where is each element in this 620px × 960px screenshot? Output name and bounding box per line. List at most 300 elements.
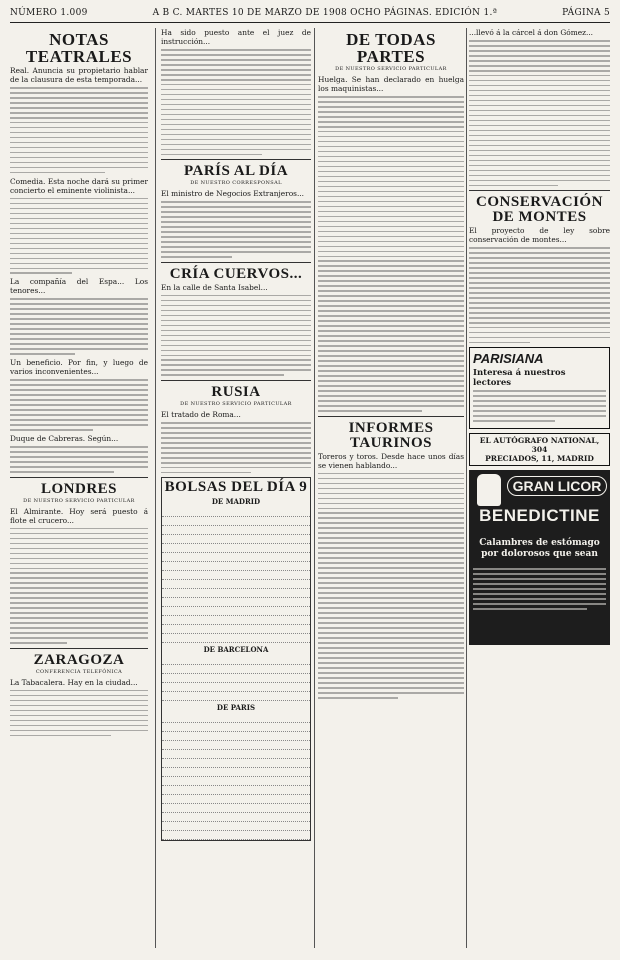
text-line — [469, 292, 610, 294]
text-line — [10, 198, 148, 200]
column-1 — [10, 28, 148, 948]
text-line — [469, 40, 610, 42]
text-line — [318, 171, 464, 173]
text-line — [161, 369, 311, 371]
column-3 — [318, 28, 464, 948]
article-lead: ...llevó á la cárcel á don Gómez... — [469, 28, 594, 37]
text-line — [10, 228, 148, 230]
text-block — [469, 40, 610, 186]
text-line — [469, 50, 610, 52]
text-line — [10, 248, 148, 250]
ad-tagline: Calambres de estómago por dolorosos que sean — [479, 538, 600, 560]
text-line — [161, 330, 311, 332]
table-row — [162, 714, 310, 723]
text-line — [318, 582, 464, 584]
text-line — [469, 257, 610, 259]
text-line — [318, 647, 464, 649]
text-line — [318, 652, 464, 654]
text-line — [161, 457, 311, 459]
text-line — [318, 156, 464, 158]
column-rule — [466, 28, 467, 948]
text-line — [469, 130, 610, 132]
text-line — [161, 335, 311, 337]
text-line — [10, 553, 148, 555]
issue-number: NÚMERO 1.009 — [10, 8, 88, 18]
text-line — [469, 125, 610, 127]
text-line — [10, 167, 148, 169]
text-line — [469, 135, 610, 137]
text-line — [10, 394, 148, 396]
text-line — [318, 672, 464, 674]
text-line — [161, 109, 311, 111]
text-line — [10, 348, 148, 350]
text-line — [161, 364, 311, 366]
text-line — [10, 587, 148, 589]
text-line — [473, 583, 606, 585]
table-row — [162, 607, 310, 616]
text-line — [161, 432, 311, 434]
text-line — [161, 437, 311, 439]
text-line — [469, 175, 610, 177]
text-line — [161, 315, 311, 317]
text-line — [161, 69, 311, 71]
text-line — [318, 236, 464, 238]
text-line — [469, 322, 610, 324]
text-line — [318, 290, 464, 292]
text-line — [10, 338, 148, 340]
divider — [161, 159, 311, 160]
text-line — [10, 543, 148, 545]
divider — [161, 380, 311, 381]
text-line — [318, 532, 464, 534]
text-block — [10, 528, 148, 644]
table-row — [162, 732, 310, 741]
text-line — [10, 548, 148, 550]
text-line — [318, 246, 464, 248]
text-line — [469, 170, 610, 172]
text-line — [318, 508, 464, 510]
text-line — [10, 419, 148, 421]
text-line — [161, 59, 311, 61]
table-row — [162, 616, 310, 625]
text-line — [318, 201, 464, 203]
text-line — [318, 637, 464, 639]
text-line — [469, 70, 610, 72]
article-lead: Duque de Cabreras. Según... — [10, 434, 119, 444]
text-line — [318, 345, 464, 347]
table-row — [162, 589, 310, 598]
text-line — [161, 467, 311, 469]
text-line — [318, 473, 464, 475]
section-subtitle: DE NUESTRO SERVICIO PARTICULAR — [23, 497, 135, 504]
text-line — [469, 272, 610, 274]
text-line — [10, 298, 148, 300]
text-line — [10, 710, 148, 712]
text-line — [10, 446, 148, 448]
text-line — [10, 389, 148, 391]
text-line — [318, 126, 464, 128]
text-line — [161, 231, 311, 233]
text-line — [161, 64, 311, 66]
text-line — [318, 285, 464, 287]
text-line — [318, 527, 464, 529]
section-title-zaragoza: ZARAGOZA — [33, 651, 125, 668]
text-line — [10, 238, 148, 240]
text-line — [318, 400, 464, 402]
text-line — [161, 119, 311, 121]
article-lead: Ha sido puesto ante el juez de instrucción... — [161, 28, 311, 46]
article-lead: Real. Anuncia su propietario hablar de la clausura de esta temporada... — [10, 66, 148, 84]
text-line — [318, 340, 464, 342]
text-line — [318, 350, 464, 352]
text-line — [469, 307, 610, 309]
text-line — [318, 275, 464, 277]
text-line — [318, 562, 464, 564]
text-line — [161, 54, 311, 56]
text-line — [10, 127, 148, 129]
table-row — [162, 656, 310, 665]
text-line — [161, 221, 311, 223]
text-line — [318, 612, 464, 614]
text-line — [10, 122, 148, 124]
text-line — [10, 558, 148, 560]
table-rows — [162, 508, 310, 643]
text-line — [318, 632, 464, 634]
column-rule — [314, 28, 315, 948]
text-line — [10, 414, 148, 416]
text-line — [318, 106, 464, 108]
text-line — [318, 211, 464, 213]
text-line — [469, 297, 610, 299]
section-title-informes: INFORMES TAURINOS — [348, 419, 434, 451]
article-lead: La Tabacalera. Hay en la ciudad... — [10, 677, 138, 687]
text-line — [161, 305, 311, 307]
text-line — [469, 115, 610, 117]
text-line — [161, 84, 311, 86]
text-line — [161, 325, 311, 327]
text-line — [10, 632, 148, 634]
text-line — [318, 191, 464, 193]
text-line — [161, 216, 311, 218]
table-row — [162, 750, 310, 759]
text-line — [469, 247, 610, 249]
text-line — [10, 323, 148, 325]
article-lead: El ministro de Negocios Extranjeros... — [161, 189, 304, 199]
text-line — [469, 282, 610, 284]
section-title-conservacion: CONSERVACIÓN DE MONTES — [476, 194, 603, 226]
section-title-notas: NOTAS TEATRALES — [25, 30, 133, 66]
text-line — [318, 166, 464, 168]
text-block — [10, 446, 148, 473]
text-line — [473, 608, 587, 610]
text-line — [318, 136, 464, 138]
text-line — [10, 466, 148, 468]
text-line — [318, 405, 464, 407]
text-line — [161, 442, 311, 444]
text-line — [161, 462, 311, 464]
text-line — [318, 642, 464, 644]
text-line — [10, 582, 148, 584]
text-line — [10, 424, 148, 426]
table-rows — [162, 714, 310, 840]
text-line — [318, 390, 464, 392]
text-line — [161, 134, 311, 136]
text-line — [10, 132, 148, 134]
text-block — [161, 201, 311, 257]
text-line — [10, 233, 148, 235]
text-line — [10, 97, 148, 99]
text-line — [10, 695, 148, 697]
text-line — [10, 272, 72, 274]
text-line — [318, 552, 464, 554]
column-2 — [161, 28, 311, 948]
text-line — [10, 263, 148, 265]
text-line — [318, 330, 464, 332]
text-line — [161, 144, 311, 146]
text-line — [318, 111, 464, 113]
text-line — [318, 522, 464, 524]
section-subtitle: DE NUESTRO CORRESPONSAL — [190, 180, 282, 187]
text-block — [318, 473, 464, 699]
text-line — [161, 124, 311, 126]
text-line — [318, 498, 464, 500]
text-line — [10, 451, 148, 453]
text-line — [473, 395, 606, 397]
table-row — [162, 535, 310, 544]
table-row — [162, 634, 310, 643]
text-line — [318, 572, 464, 574]
text-line — [318, 478, 464, 480]
text-line — [318, 622, 464, 624]
text-line — [469, 85, 610, 87]
text-line — [10, 705, 148, 707]
text-line — [10, 379, 148, 381]
text-line — [469, 337, 610, 339]
text-line — [10, 102, 148, 104]
table-row — [162, 813, 310, 822]
table-row — [162, 580, 310, 589]
text-line — [473, 420, 555, 422]
text-line — [318, 270, 464, 272]
text-line — [10, 429, 93, 431]
article-lead: Un beneficio. Por fin, y luego de varios inconvenientes... — [10, 358, 148, 377]
text-line — [10, 152, 148, 154]
header-date: A B C. MARTES 10 DE MARZO DE 1908 OCHO PÁGINAS. EDICIÓN 1.ª — [152, 8, 498, 18]
text-block — [161, 422, 311, 473]
page-header — [10, 4, 610, 23]
text-line — [318, 662, 464, 664]
text-line — [318, 370, 464, 372]
text-line — [318, 161, 464, 163]
text-line — [318, 365, 464, 367]
text-line — [318, 260, 464, 262]
text-line — [469, 100, 610, 102]
text-line — [469, 332, 610, 334]
text-line — [10, 223, 148, 225]
text-block — [473, 568, 606, 613]
text-line — [318, 537, 464, 539]
stock-table — [161, 477, 311, 841]
table-row — [162, 625, 310, 634]
text-line — [161, 447, 311, 449]
text-line — [318, 493, 464, 495]
text-line — [161, 236, 311, 238]
article-lead: Comedia. Esta noche dará su primer concierto el eminente violinista... — [10, 176, 148, 195]
text-line — [318, 151, 464, 153]
text-line — [318, 692, 464, 694]
text-line — [10, 617, 148, 619]
text-line — [161, 300, 311, 302]
text-line — [469, 110, 610, 112]
text-line — [318, 146, 464, 148]
text-line — [161, 211, 311, 213]
text-line — [469, 180, 610, 182]
text-line — [318, 395, 464, 397]
text-line — [469, 165, 610, 167]
text-line — [318, 231, 464, 233]
text-line — [318, 542, 464, 544]
text-line — [318, 196, 464, 198]
text-line — [318, 241, 464, 243]
text-block — [10, 87, 148, 173]
text-line — [10, 92, 148, 94]
text-line — [318, 687, 464, 689]
text-line — [161, 256, 232, 258]
text-line — [318, 602, 464, 604]
text-line — [10, 577, 148, 579]
ad-product: BENEDICTINE — [479, 506, 600, 526]
table-row — [162, 571, 310, 580]
text-line — [469, 95, 610, 97]
text-line — [10, 461, 148, 463]
text-line — [10, 384, 148, 386]
text-line — [318, 206, 464, 208]
ad-headline: Interesa á nuestros lectores — [473, 368, 566, 389]
table-row — [162, 822, 310, 831]
article-lead: Toreros y toros. Desde hace unos días se vienen hablando... — [318, 451, 464, 470]
text-line — [318, 607, 464, 609]
text-line — [318, 557, 464, 559]
text-line — [318, 216, 464, 218]
divider — [10, 477, 148, 478]
text-line — [161, 350, 311, 352]
text-line — [10, 258, 148, 260]
article-lead: El Almirante. Hoy será puesto á flote el crucero... — [10, 506, 148, 525]
text-line — [469, 160, 610, 162]
text-line — [318, 251, 464, 253]
text-line — [473, 578, 606, 580]
text-line — [10, 597, 148, 599]
text-line — [161, 206, 311, 208]
text-line — [318, 265, 464, 267]
text-line — [161, 74, 311, 76]
text-line — [473, 573, 606, 575]
text-line — [10, 162, 148, 164]
ad-line: PRECIADOS, 11, MADRID — [485, 454, 594, 464]
text-line — [161, 149, 311, 151]
table-row — [162, 692, 310, 701]
text-line — [10, 725, 148, 727]
text-line — [10, 471, 114, 473]
text-line — [10, 715, 148, 717]
text-line — [318, 310, 464, 312]
text-line — [161, 94, 311, 96]
text-line — [318, 315, 464, 317]
text-line — [469, 277, 610, 279]
benedictine-ad — [469, 470, 610, 645]
text-line — [10, 592, 148, 594]
text-line — [161, 201, 311, 203]
text-block — [161, 49, 311, 155]
divider — [161, 262, 311, 263]
text-block — [318, 96, 464, 412]
text-line — [10, 720, 148, 722]
text-line — [469, 65, 610, 67]
text-line — [473, 400, 606, 402]
table-row — [162, 786, 310, 795]
text-line — [318, 677, 464, 679]
text-line — [161, 114, 311, 116]
text-line — [10, 409, 148, 411]
text-line — [469, 287, 610, 289]
text-line — [161, 104, 311, 106]
text-line — [10, 313, 148, 315]
text-line — [10, 642, 67, 644]
text-line — [469, 302, 610, 304]
table-row — [162, 665, 310, 674]
text-line — [318, 483, 464, 485]
text-line — [469, 327, 610, 329]
text-line — [10, 568, 148, 570]
text-line — [10, 107, 148, 109]
text-line — [10, 157, 148, 159]
text-line — [10, 456, 148, 458]
table-row — [162, 526, 310, 535]
text-line — [318, 355, 464, 357]
text-line — [10, 328, 148, 330]
text-line — [161, 89, 311, 91]
text-line — [469, 75, 610, 77]
text-line — [473, 415, 606, 417]
text-line — [161, 320, 311, 322]
article-lead: La compañía del Espa... Los tenores... — [10, 277, 148, 296]
text-line — [10, 563, 148, 565]
text-line — [469, 317, 610, 319]
text-line — [469, 155, 610, 157]
text-line — [318, 380, 464, 382]
section-title-rusia: RUSIA — [211, 384, 261, 401]
text-line — [318, 592, 464, 594]
text-line — [318, 305, 464, 307]
text-line — [318, 617, 464, 619]
text-block — [469, 247, 610, 343]
text-line — [469, 120, 610, 122]
text-line — [161, 310, 311, 312]
text-line — [318, 488, 464, 490]
table-heading: DE PARIS — [216, 702, 256, 712]
text-line — [161, 129, 311, 131]
text-line — [318, 682, 464, 684]
section-title-bolsas: BOLSAS DEL DÍA 9 — [164, 478, 308, 495]
text-line — [10, 730, 148, 732]
text-line — [10, 528, 148, 530]
article-lead: Huelga. Se han declarado en huelga los maquinistas... — [318, 75, 464, 93]
text-line — [161, 422, 311, 424]
table-row — [162, 683, 310, 692]
text-line — [318, 577, 464, 579]
text-line — [318, 256, 464, 258]
text-line — [473, 410, 606, 412]
